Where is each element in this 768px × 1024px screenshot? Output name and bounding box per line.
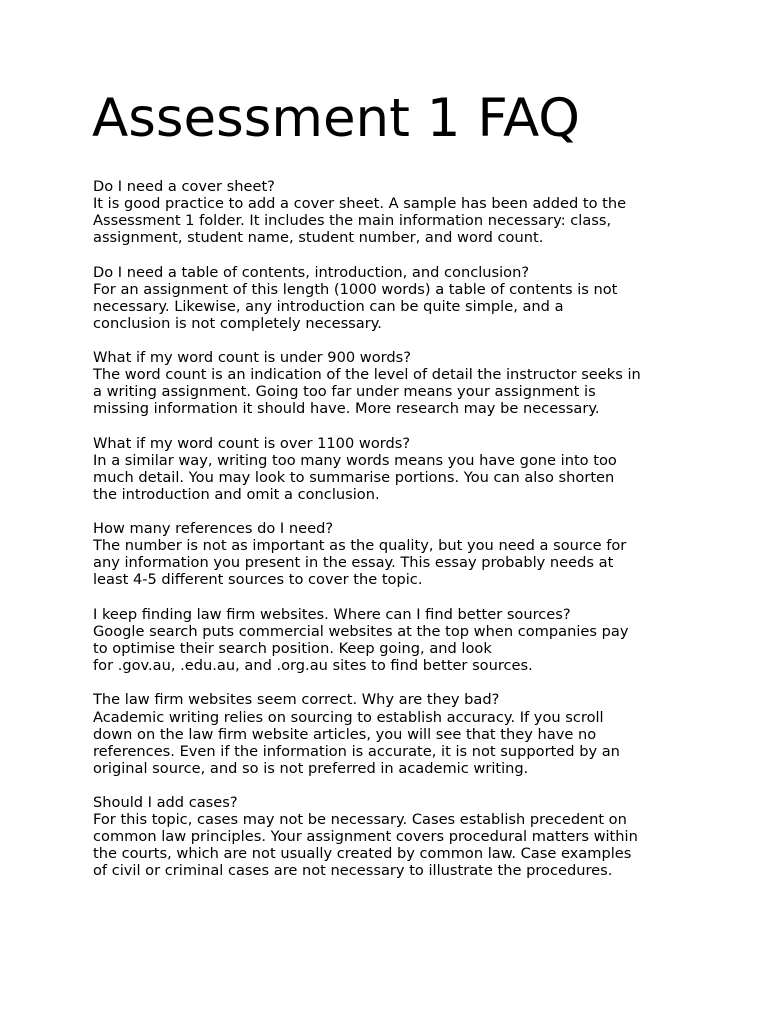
faq-answer-line: common law principles. Your assignment covers procedural matters within [93,828,638,846]
faq-question: Do I need a table of contents, introduction, and conclusion? [93,263,530,281]
faq-answer-line: the introduction and omit a conclusion. [93,485,380,503]
faq-question: How many references do I need? [93,520,334,538]
faq-item [93,794,693,879]
faq-answer-line: references. Even if the information is accurate, it is not supported by an [93,742,620,760]
faq-answer-line: It is good practice to add a cover sheet. A sample has been added to the [93,195,627,213]
faq-item [93,520,693,588]
faq-answer-line: a writing assignment. Going too far under means your assignment is [93,383,596,401]
faq-answer-line: conclusion is not completely necessary. [93,314,382,332]
faq-question: What if my word count is under 900 words? [93,349,412,367]
faq-answer-line: assignment, student name, student number, and word count. [93,229,544,247]
faq-item [93,349,693,417]
document-title: Assessment 1 FAQ [92,88,580,149]
faq-question: The law firm websites seem correct. Why are they bad? [93,691,500,709]
faq-answer-line: to optimise their search position. Keep going, and look [93,639,492,657]
faq-answer-line: for .gov.au, .edu.au, and .org.au sites to find better sources. [93,657,533,675]
faq-answer-line: necessary. Likewise, any introduction can be quite simple, and a [93,297,564,315]
faq-item [93,606,693,674]
faq-answer-line: For an assignment of this length (1000 words) a table of contents is not [93,280,618,298]
faq-answer-line: Assessment 1 folder. It includes the main information necessary: class, [93,212,612,230]
faq-item [93,264,693,332]
faq-answer-line: original source, and so is not preferred in academic writing. [93,759,529,777]
faq-answer-line: much detail. You may look to summarise portions. You can also shorten [93,468,615,486]
faq-answer-line: The word count is an indication of the level of detail the instructor seeks in [93,366,641,384]
faq-answer-line: of civil or criminal cases are not necessary to illustrate the procedures. [93,862,613,880]
faq-question: I keep finding law firm websites. Where can I find better sources? [93,605,571,623]
faq-answer-line: In a similar way, writing too many words means you have gone into too [93,451,617,469]
faq-question: What if my word count is over 1100 words? [93,434,411,452]
faq-question: Should I add cases? [93,794,238,812]
faq-answer-line: missing information it should have. More research may be necessary. [93,400,600,418]
faq-answer-line: Academic writing relies on sourcing to establish accuracy. If you scroll [93,708,604,726]
faq-item [93,435,693,503]
faq-answer-line: the courts, which are not usually created by common law. Case examples [93,845,632,863]
faq-answer-line: least 4-5 different sources to cover the topic. [93,571,423,589]
faq-answer-line: any information you present in the essay. This essay probably needs at [93,554,614,572]
faq-list [93,178,693,897]
faq-item [93,178,693,246]
faq-answer-line: down on the law firm website articles, you will see that they have no [93,725,597,743]
faq-question: Do I need a cover sheet? [93,178,275,195]
faq-answer-line: The number is not as important as the quality, but you need a source for [93,537,627,555]
faq-answer-line: For this topic, cases may not be necessary. Cases establish precedent on [93,811,627,829]
faq-answer-line: Google search puts commercial websites at the top when companies pay [93,622,629,640]
faq-item [93,691,693,776]
